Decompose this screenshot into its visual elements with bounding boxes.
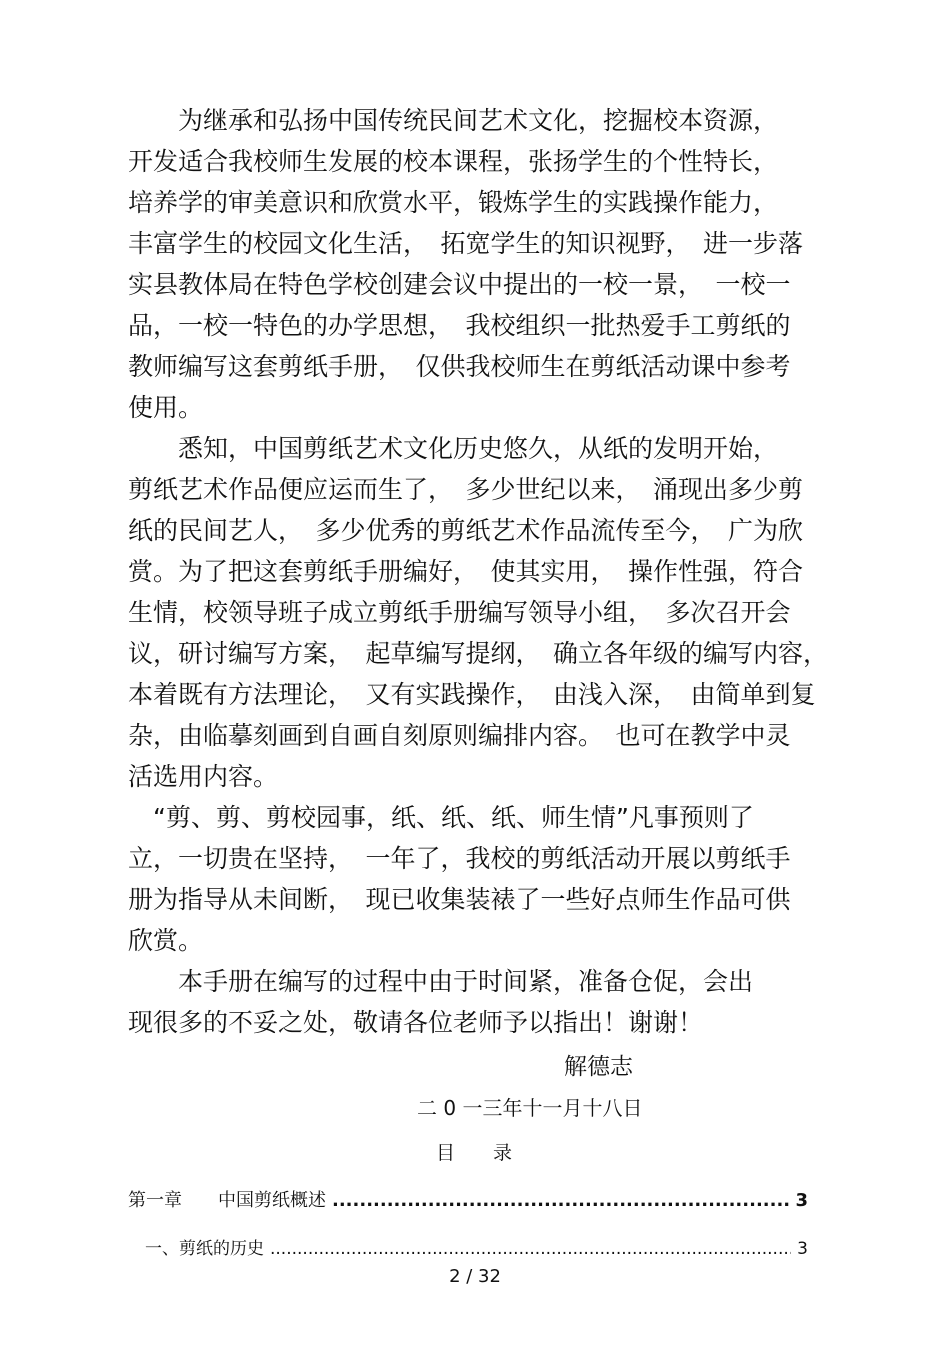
body-line: 教师编写这套剪纸手册， 仅供我校师生在剪纸活动课中参考 [128,352,791,381]
toc-title: 目 录 [436,1142,513,1164]
body-line: 丰富学生的校园文化生活， 拓宽学生的知识视野， 进一步落 [128,229,804,258]
body-line: 为继承和弘扬中国传统民间艺术文化，挖掘校本资源， [128,106,779,135]
page-number: 2 / 32 [449,1266,501,1287]
signature: 解德志 [564,1054,633,1080]
date: 二 0 一三年十一月十八日 [417,1096,643,1120]
body-line: 立，一切贵在坚持， 一年了，我校的剪纸活动开展以剪纸手 [128,844,791,873]
toc-leader-dots [332,1190,789,1211]
body-line: 杂，由临摹刻画到自画自刻原则编排内容。 也可在教学中灵 [128,721,791,750]
body-line: 议，研讨编写方案， 起草编写提纲， 确立各年级的编写内容， [128,639,829,668]
body-line: 品，一校一特色的办学思想， 我校组织一批热爱手工剪纸的 [128,311,791,340]
toc-entry-label: 第一章 中国剪纸概述 [128,1190,326,1211]
body-line: 本着既有方法理论， 又有实践操作， 由浅入深， 由简单到复 [128,680,816,709]
body-line: 赏。为了把这套剪纸手册编好， 使其实用， 操作性强，符合 [128,557,804,586]
toc-leader-dots [270,1239,791,1259]
body-line: 实县教体局在特色学校创建会议中提出的一校一景， 一校一 [128,270,791,299]
body-line: 纸的民间艺人， 多少优秀的剪纸艺术作品流传至今， 广为欣 [128,516,804,545]
toc-entry-label: 一、剪纸的历史 [128,1239,264,1259]
body-line: 生情，校领导班子成立剪纸手册编写领导小组， 多次召开会 [128,598,791,627]
toc-entry-page: 3 [797,1239,808,1259]
body-line: 活选用内容。 [128,762,279,791]
toc-entry-page: 3 [795,1190,808,1211]
body-line: 悉知，中国剪纸艺术文化历史悠久，从纸的发明开始， [128,434,779,463]
body-line: 培养学的审美意识和欣赏水平，锻炼学生的实践操作能力， [128,188,779,217]
toc-entry-section-1[interactable] [128,1234,808,1259]
body-line: 剪纸艺术作品便应运而生了， 多少世纪以来， 涌现出多少剪 [128,475,804,504]
body-line: 本手册在编写的过程中由于时间紧，准备仓促，会出 [128,967,754,996]
body-line: 现很多的不妥之处，敬请各位老师予以指出！谢谢！ [128,1008,704,1037]
body-line: 使用。 [128,393,204,422]
body-line: 欣赏。 [128,926,204,955]
toc-entry-chapter-1[interactable] [128,1186,808,1212]
body-line: “剪、剪、剪校园事，纸、纸、纸、师生情”凡事预则了 [128,803,754,832]
body-line: 册为指导从未间断， 现已收集装裱了一些好点师生作品可供 [128,885,791,914]
body-line: 开发适合我校师生发展的校本课程，张扬学生的个性特长， [128,147,779,176]
